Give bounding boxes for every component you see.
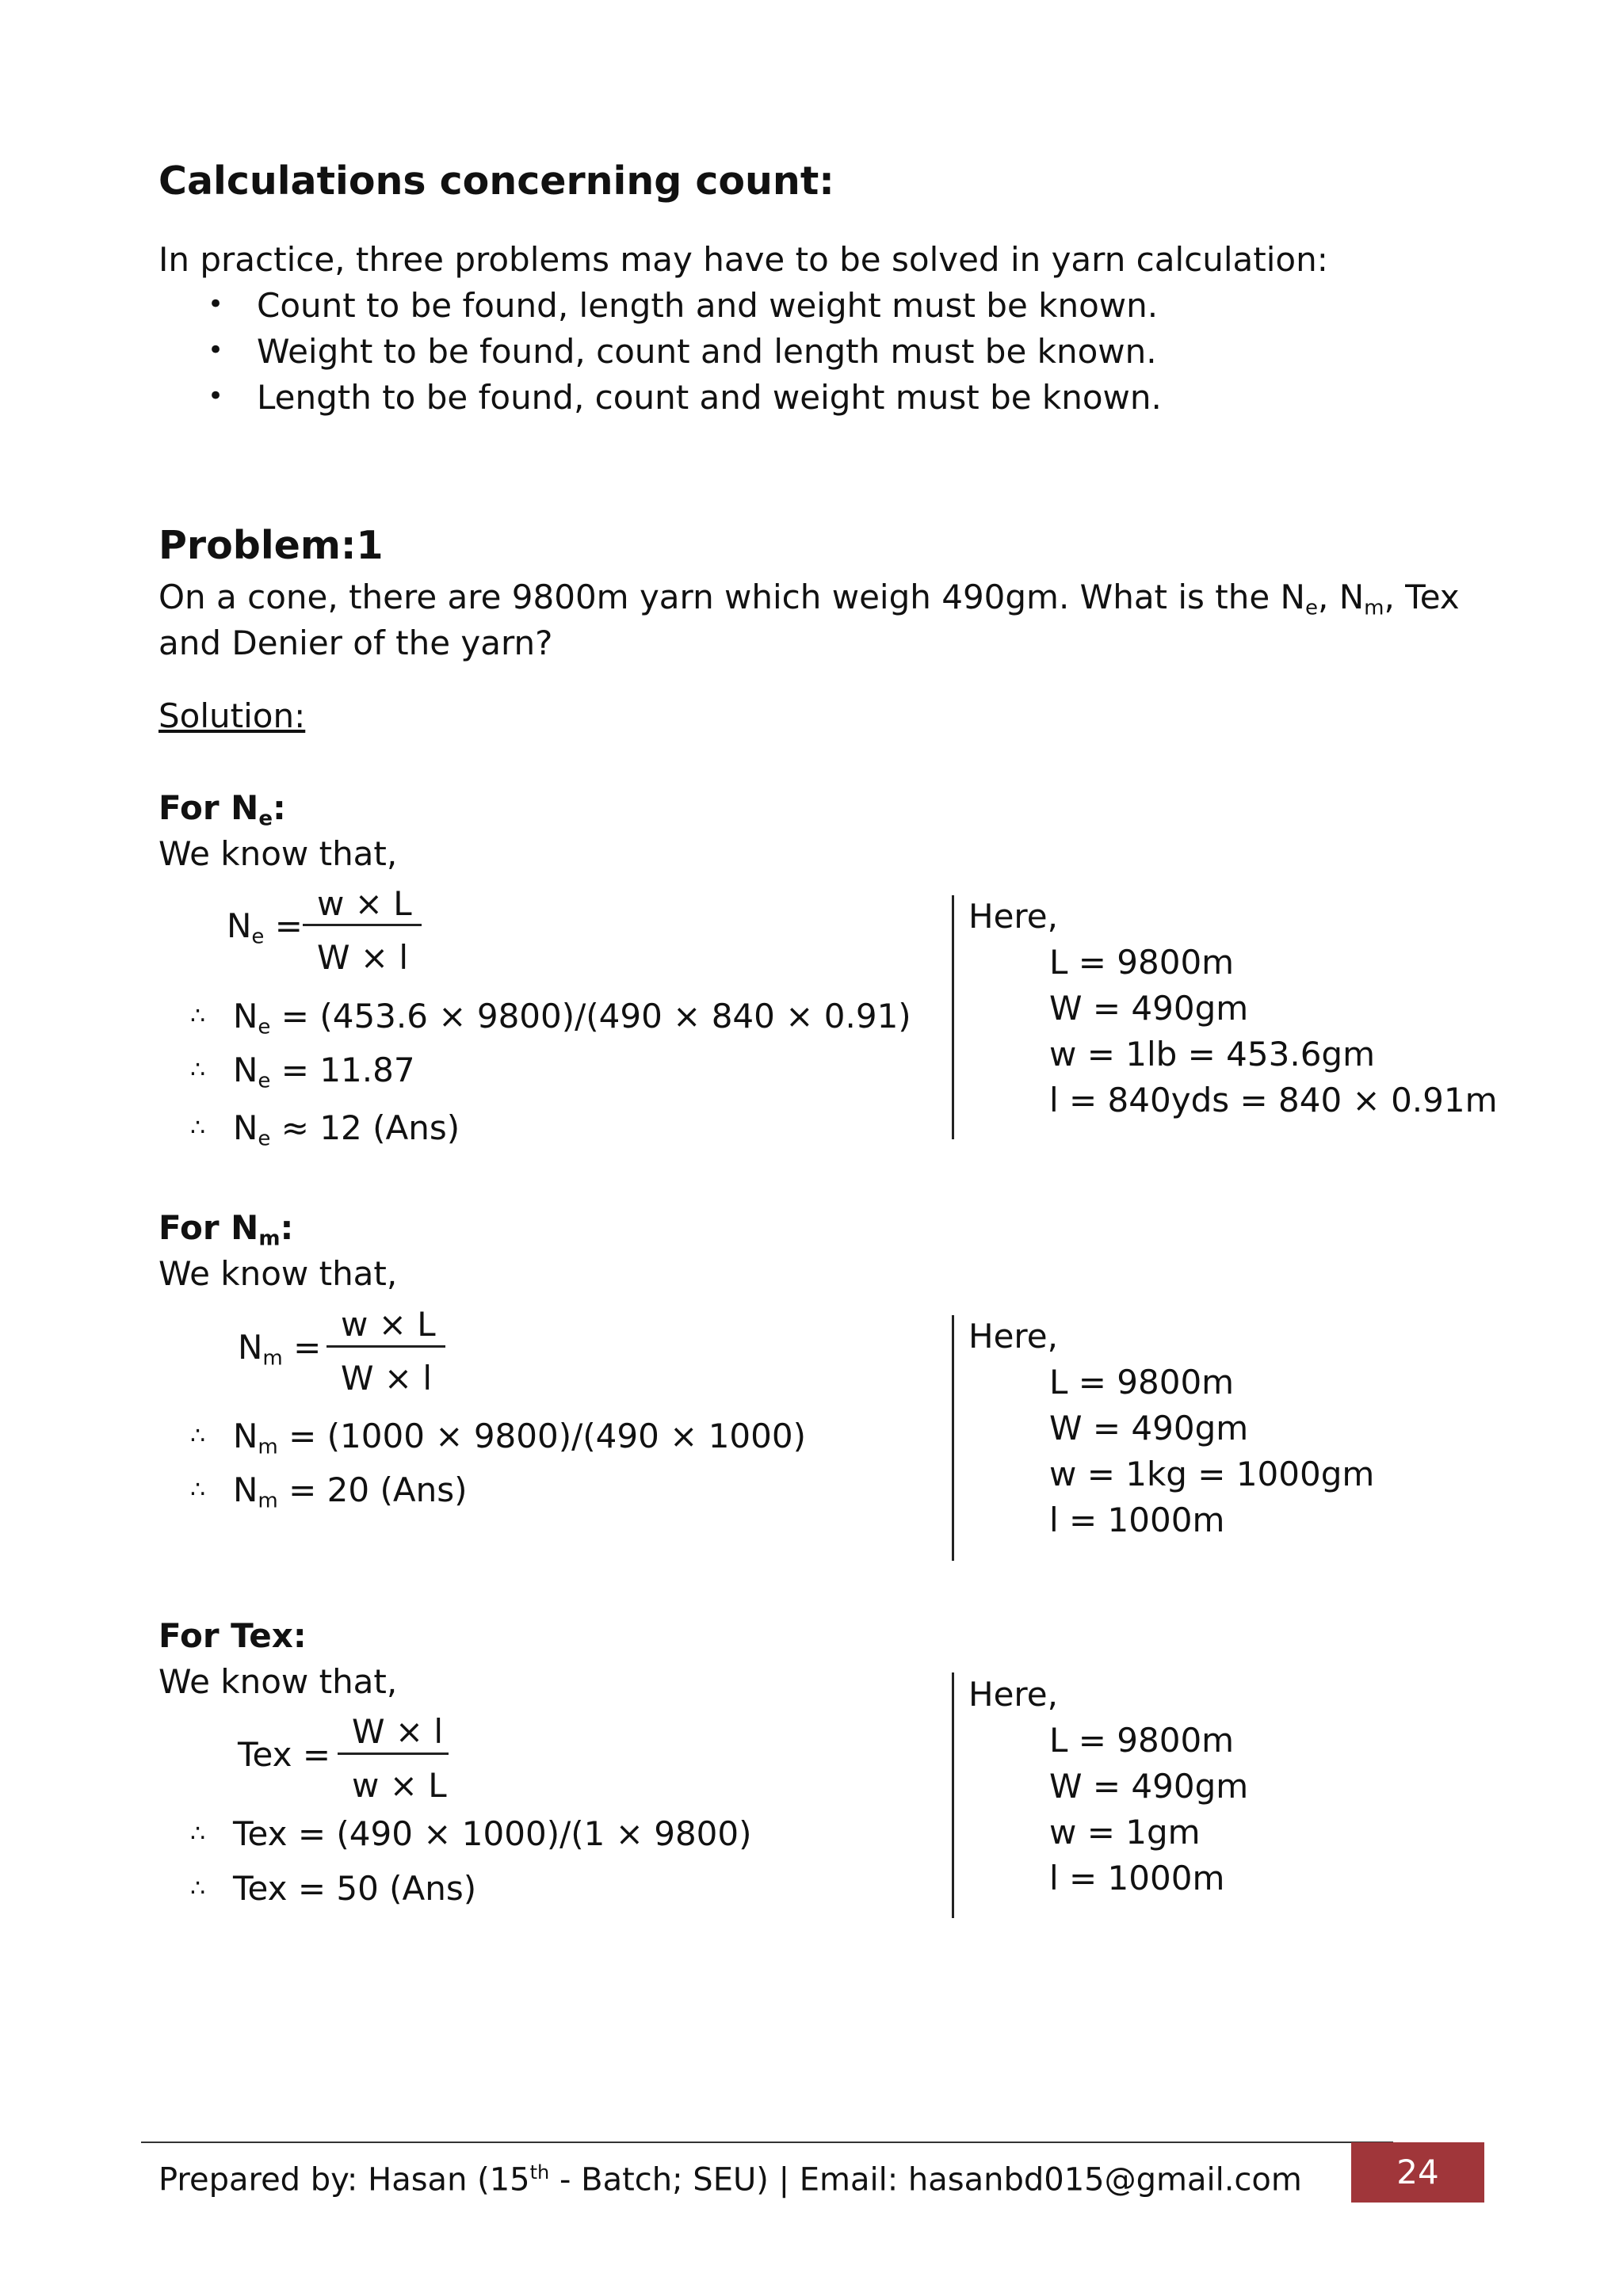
- nm-formula-lhs: $N_m$ =: [238, 1328, 322, 1371]
- ne-step-2: $N_e = 11.87$: [233, 1051, 415, 1093]
- bullet-icon: •: [208, 380, 224, 412]
- ne-here-label: Here,: [968, 897, 1058, 936]
- nm-formula-denominator: W × l: [341, 1359, 433, 1398]
- fraction-bar: [303, 924, 422, 926]
- fraction-bar: [338, 1753, 449, 1755]
- therefore-icon: ∴: [190, 1875, 204, 1902]
- nm-given-item: L = 9800m: [1049, 1363, 1235, 1402]
- divider-line: [952, 1315, 954, 1561]
- therefore-icon: ∴: [190, 1422, 204, 1450]
- bullet-item: Weight to be found, count and length must be known.: [257, 332, 1157, 371]
- bullet-icon: •: [208, 288, 224, 320]
- ne-step-1: $N_e = (453.6 \times 9800)/(490 \times 840 \times 0.91)$: [233, 997, 911, 1039]
- tex-we-know: We know that,: [158, 1662, 398, 1701]
- footer-text: Prepared by: Hasan (15th - Batch; SEU) | Email: hasanbd015@gmail.com: [158, 2161, 1302, 2199]
- footer-rule: [141, 2142, 1393, 2143]
- fraction-bar: [327, 1345, 445, 1348]
- tex-formula-denominator: w × L: [352, 1766, 447, 1805]
- tex-given-item: W = 490gm: [1049, 1767, 1249, 1806]
- tex-heading: For Tex:: [158, 1616, 307, 1655]
- nm-here-label: Here,: [968, 1317, 1058, 1356]
- therefore-icon: ∴: [190, 1476, 204, 1504]
- tex-formula-lhs: Tex =: [238, 1735, 331, 1774]
- ne-formula-denominator: W × l: [317, 938, 409, 977]
- therefore-icon: ∴: [190, 1114, 204, 1142]
- tex-step-1: Tex = (490 × 1000)/(1 × 9800): [233, 1814, 752, 1853]
- nm-heading: For $N_m$:: [158, 1208, 294, 1251]
- tex-step-2: Tex = 50 (Ans): [233, 1869, 477, 1908]
- therefore-icon: ∴: [190, 1002, 204, 1030]
- tex-given-item: L = 9800m: [1049, 1721, 1235, 1760]
- therefore-icon: ∴: [190, 1056, 204, 1084]
- tex-given-item: w = 1gm: [1049, 1813, 1201, 1852]
- intro-text: In practice, three problems may have to be solved in yarn calculation:: [158, 240, 1328, 279]
- bullet-icon: •: [208, 334, 224, 366]
- problem-statement-line2: and Denier of the yarn?: [158, 624, 553, 662]
- solution-label: Solution:: [158, 696, 306, 735]
- tex-formula-numerator: W × l: [352, 1712, 444, 1751]
- ne-step-3: $N_e \approx 12$ (Ans): [233, 1108, 460, 1151]
- therefore-icon: ∴: [190, 1820, 204, 1848]
- problem-title: Problem:1: [158, 523, 384, 568]
- nm-we-know: We know that,: [158, 1254, 398, 1293]
- nm-step-2: $N_m = 20$ (Ans): [233, 1470, 468, 1513]
- problem-statement-line1: On a cone, there are 9800m yarn which weigh 490gm. What is the $N_e$, $N_m$, Tex: [158, 578, 1460, 620]
- nm-formula-numerator: w × L: [341, 1305, 436, 1344]
- section-heading: Calculations concerning count:: [158, 158, 834, 204]
- ne-formula-lhs: $N_e$ =: [227, 906, 303, 949]
- ne-given-item: W = 490gm: [1049, 989, 1249, 1028]
- tex-given-item: l = 1000m: [1049, 1859, 1225, 1897]
- ne-given-item: l = 840yds = 840 × 0.91m: [1049, 1081, 1498, 1119]
- ne-given-item: w = 1lb = 453.6gm: [1049, 1035, 1375, 1074]
- nm-given-item: W = 490gm: [1049, 1409, 1249, 1447]
- bullet-item: Count to be found, length and weight must be known.: [257, 286, 1159, 325]
- ne-given-item: L = 9800m: [1049, 943, 1235, 982]
- nm-step-1: $N_m = (1000 \times 9800)/(490 \times 1000)$: [233, 1417, 806, 1459]
- page-number: 24: [1351, 2142, 1484, 2203]
- divider-line: [952, 1672, 954, 1918]
- divider-line: [952, 895, 954, 1139]
- ne-heading: For $N_e$:: [158, 788, 286, 831]
- ne-we-know: We know that,: [158, 834, 398, 873]
- nm-given-item: w = 1kg = 1000gm: [1049, 1455, 1375, 1493]
- nm-given-item: l = 1000m: [1049, 1501, 1225, 1539]
- bullet-item: Length to be found, count and weight must be known.: [257, 378, 1162, 417]
- tex-here-label: Here,: [968, 1675, 1058, 1714]
- ne-formula-numerator: w × L: [317, 884, 412, 923]
